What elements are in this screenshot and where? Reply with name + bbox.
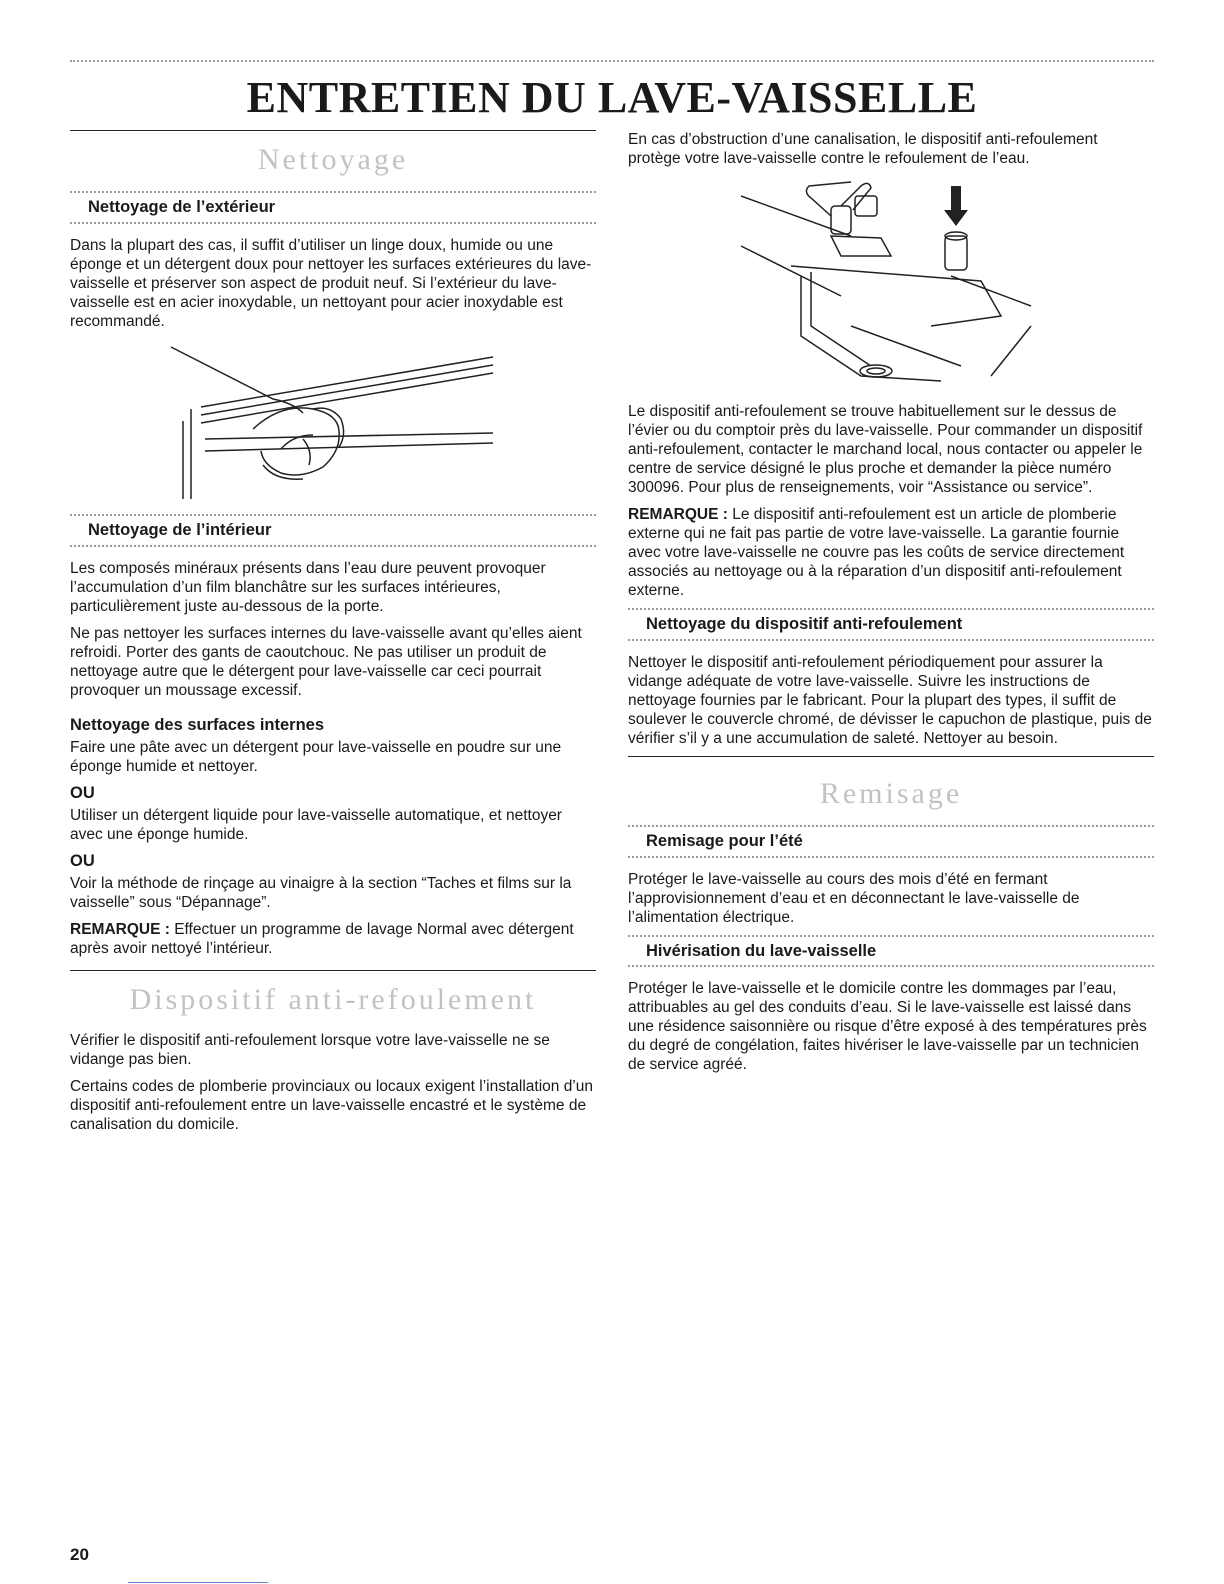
note-text: Le dispositif anti-refoulement est un article de plomberie externe qui ne fait pas partie de votre lave-vaisselle. La garantie fournie avec votre lave-vaisselle ne couvre pas les coûts de service directement associés au nettoyage ou à la réparation d’un dispositif anti-refoulement externe. bbox=[628, 506, 1125, 599]
dotted-rule bbox=[70, 545, 596, 547]
section-heading-cleaning: Nettoyage bbox=[257, 143, 409, 176]
note-text: Effectuer un programme de lavage Normal avec détergent après avoir nettoyé l’intérieur. bbox=[70, 921, 574, 958]
or-label: OU bbox=[70, 784, 95, 803]
internal-surfaces-text-2: Utiliser un détergent liquide pour lave-vaisselle automatique, et nettoyer avec une éponge humide. bbox=[70, 807, 562, 844]
internal-surfaces-text-3: Voir la méthode de rinçage au vinaigre à la section “Taches et films sur la vaisselle” sous “Dépannage”. bbox=[70, 875, 572, 912]
or-label: OU bbox=[70, 852, 95, 871]
page-title: ENTRETIEN DU LAVE-VAISSELLE bbox=[246, 73, 978, 122]
dotted-rule bbox=[70, 222, 596, 224]
internal-surfaces-note bbox=[70, 920, 596, 958]
subheading-internal-surfaces: Nettoyage des surfaces internes bbox=[70, 715, 325, 734]
interior-text-2: Ne pas nettoyer les surfaces internes du lave-vaisselle avant qu’elles aient refroidi. Porter des gants de caoutchouc. Ne pas utiliser un produit de nettoyage autre que le détergent pour lave-vaisselle car ceci pourrait provoquer un moussage excessif. bbox=[70, 624, 582, 699]
air-gap-intro: En cas d’obstruction d’une canalisation, le dispositif anti-refoulement protège votre lave-vaisselle contre le refoulement de l’eau. bbox=[628, 131, 1098, 167]
section-heading-air-gap: Dispositif anti-refoulement bbox=[129, 983, 537, 1017]
subheading-air-gap-cleaning: Nettoyage du dispositif anti-refoulement bbox=[646, 615, 963, 633]
left-column bbox=[70, 130, 596, 1142]
note-label: REMARQUE : bbox=[628, 506, 728, 523]
interior-text-1: Les composés minéraux présents dans l’eau dure peuvent provoquer l’accumulation d’un film blanchâtre sur les surfaces intérieures, particulièrement juste au-dessous de la porte. bbox=[70, 559, 546, 615]
bottom-rule bbox=[128, 1582, 268, 1583]
air-gap-location-text: Le dispositif anti-refoulement se trouve habituellement sur le dessus de l’évier ou du comptoir près du lave-vaisselle. Pour commander un dispositif anti-refoulement, contacter le marchand local, nous contacter ou appeler le centre de service désigné le plus proche et demander la pièce numéro 300096. Pour plus de renseignements, voir “Assistance ou service”. bbox=[628, 403, 1143, 496]
summer-storage-text: Protéger le lave-vaisselle au cours des mois d’été en fermant l’approvisionnement d’eau et en déconnectant le lave-vaisselle de l’alimentation électrique. bbox=[628, 870, 1080, 926]
wiping-exterior-illustration bbox=[163, 339, 503, 504]
dotted-rule bbox=[70, 191, 596, 193]
note-label: REMARQUE : bbox=[70, 921, 170, 939]
dotted-rule bbox=[628, 965, 1154, 967]
winterizing-text: Protéger le lave-vaisselle et le domicile contre les dommages par l’eau, attribuables au gel des conduits d’eau. Si le lave-vaisselle est laissé dans une résidence saisonnière ou risque d’être exposé à des températures près du degré de congélation, faites hivériser le lave-vaisselle par un technicien de service agréé. bbox=[628, 980, 1147, 1074]
air-gap-text-1: Vérifier le dispositif anti-refoulement lorsque votre lave-vaisselle ne se vidange pas bien. bbox=[70, 1032, 550, 1069]
subheading-winterizing: Hivérisation du lave-vaisselle bbox=[646, 941, 877, 960]
top-dotted-rule bbox=[70, 60, 1154, 62]
air-gap-cleaning-text: Nettoyer le dispositif anti-refoulement périodiquement pour assurer la vidange adéquate de votre lave-vaisselle. Suivre les instructions de nettoyage fournies par le fabricant. Pour la plupart des types, il suffit de soulever le couvercle chromé, de dévisser le capuchon de plastique, puis de vérifier s’il y a une accumulation de saleté. Nettoyer au besoin. bbox=[628, 653, 1152, 747]
internal-surfaces-text-1: Faire une pâte avec un détergent pour lave-vaisselle en poudre sur une éponge humide et nettoyer. bbox=[70, 739, 562, 776]
air-gap-sink-illustration bbox=[731, 176, 1051, 396]
right-column bbox=[628, 130, 1154, 1082]
section-rule bbox=[70, 130, 596, 131]
exterior-text: Dans la plupart des cas, il suffit d’utiliser un linge doux, humide ou une éponge et un détergent doux pour nettoyer les surfaces extérieures du lave-vaisselle et préserver son aspect de produit neuf. Si l’extérieur du lave-vaisselle est en acier inoxydable, un nettoyant pour acier inoxydable est recommandé. bbox=[70, 236, 592, 330]
section-heading-storage: Remisage bbox=[819, 776, 963, 810]
subheading-exterior: Nettoyage de l’extérieur bbox=[88, 198, 276, 216]
section-rule bbox=[628, 756, 1154, 757]
section-rule bbox=[70, 970, 596, 971]
air-gap-note bbox=[628, 505, 1154, 600]
dotted-rule bbox=[628, 608, 1154, 610]
page-number: 20 bbox=[70, 1545, 89, 1564]
dotted-rule bbox=[628, 935, 1154, 937]
subheading-interior: Nettoyage de l’intérieur bbox=[88, 520, 272, 539]
dotted-rule bbox=[628, 639, 1154, 641]
subheading-summer-storage: Remisage pour l’été bbox=[646, 831, 803, 850]
dotted-rule bbox=[628, 856, 1154, 858]
dotted-rule bbox=[628, 825, 1154, 827]
air-gap-text-2: Certains codes de plomberie provinciaux ou locaux exigent l’installation d’un dispositif anti-refoulement entre un lave-vaisselle encastré et le système de canalisation du domicile. bbox=[70, 1078, 593, 1134]
dotted-rule bbox=[70, 514, 596, 516]
